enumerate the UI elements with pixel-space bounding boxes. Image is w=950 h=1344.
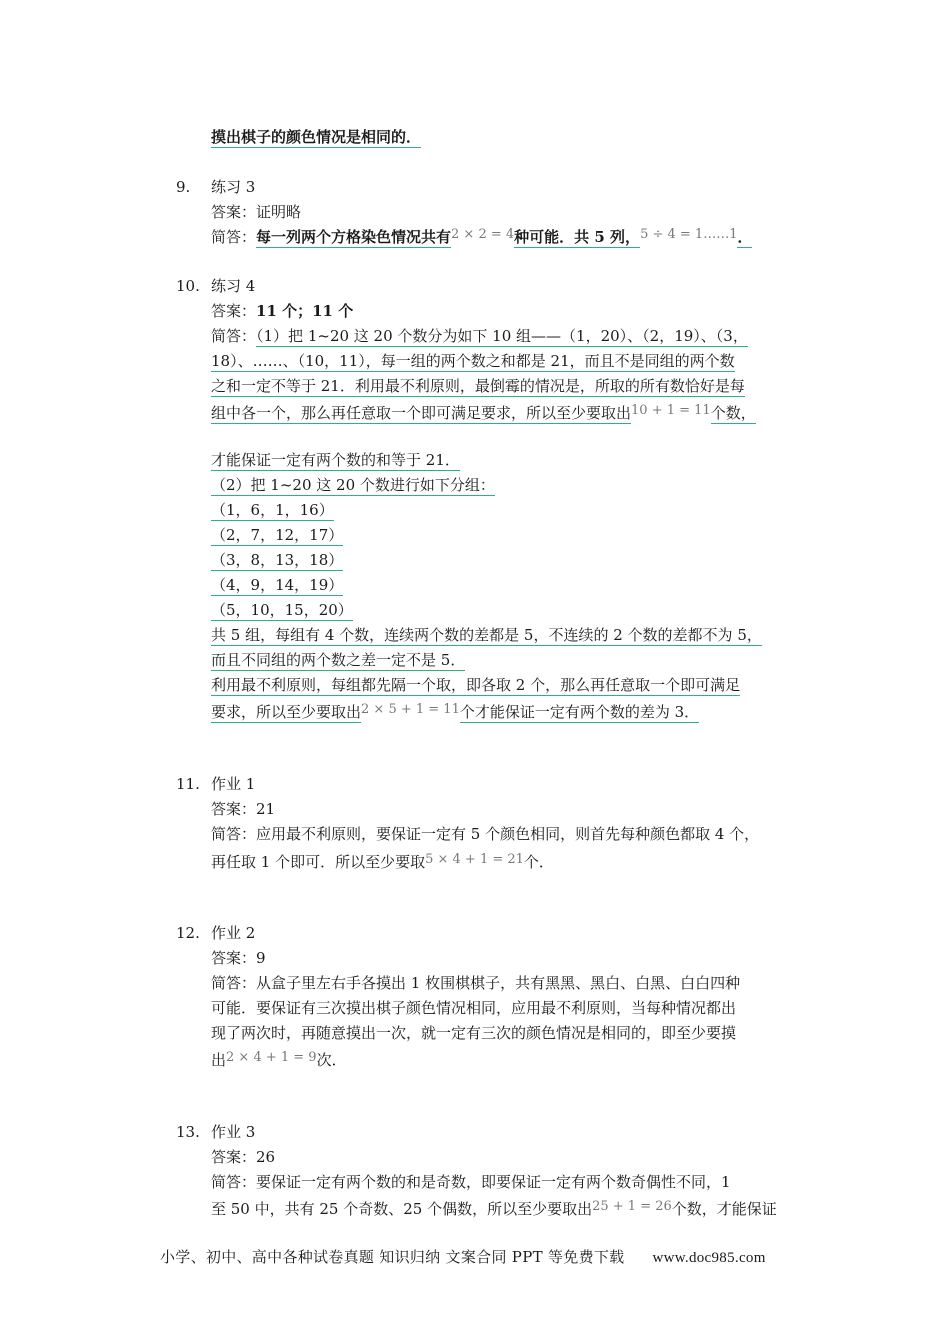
q10-line-3-text: 之和一定不等于 21．利用最不利原则，最倒霉的情况是，所取的所有数恰好是每 <box>211 377 745 395</box>
q10-group <box>211 575 343 595</box>
q10-group-text: （3，8，13，18） <box>211 551 344 569</box>
q10-line-1 <box>211 326 748 346</box>
q10-line-10-a: 要求，所以至少要取出 <box>211 703 362 721</box>
q9-brief-c: ． <box>737 228 753 246</box>
q10-line-3 <box>211 376 745 396</box>
q13-number: 13. <box>176 1123 200 1141</box>
q10-line-9 <box>211 675 740 695</box>
q13-answer: 答案：26 <box>211 1148 276 1166</box>
q10-line-4 <box>211 403 756 425</box>
q11-number: 11. <box>176 775 200 793</box>
q10-title: 练习 4 <box>211 277 256 295</box>
top-line-text: 摸出棋子的颜色情况是相同的． <box>211 128 422 146</box>
q10-line-5 <box>211 450 460 470</box>
q12-line-3: 现了两次时，再随意摸出一次，就一定有三次的颜色情况是相同的，即至少要摸 <box>211 1024 737 1042</box>
q10-number: 10. <box>176 277 200 295</box>
footer-url[interactable]: www.doc985.com <box>652 1250 766 1266</box>
q13-line-2 <box>211 1199 777 1221</box>
q10-line-7-text: 共 5 组，每组有 4 个数，连续两个数的差都是 5，不连续的 2 个数的差都不为 5， <box>211 626 762 644</box>
q11-line-2 <box>211 852 554 874</box>
q13-line-2-math: 25 + 1 = 26 <box>592 1199 672 1214</box>
q10-line-5-text: 才能保证一定有两个数的和等于 21． <box>211 451 460 469</box>
q10-group-text: （4，9，14，19） <box>211 576 344 594</box>
q12-line-4-a: 出 <box>211 1051 227 1069</box>
q12-line-4 <box>211 1050 347 1072</box>
q11-line-2-math: 5 × 4 + 1 = 21 <box>425 852 524 867</box>
q12-title: 作业 2 <box>211 924 256 942</box>
q10-line-9-text: 利用最不利原则，每组都先隔一个取，即各取 2 个，那么再任意取一个即可满足 <box>211 676 741 694</box>
q11-line-2-a: 再任取 1 个即可．所以至少要取 <box>211 853 426 871</box>
q10-group-text: （2，7，12，17） <box>211 526 344 544</box>
q10-line-10-math: 2 × 5 + 1 = 11 <box>361 702 460 717</box>
q9-title: 练习 3 <box>211 178 256 196</box>
q11-title: 作业 1 <box>211 775 256 793</box>
q12-line-1: 简答：从盒子里左右手各摸出 1 枚围棋棋子，共有黑黑、黑白、白黑、白白四种 <box>211 974 741 992</box>
q12-line-2: 可能．要保证有三次摸出棋子颜色情况相同，应用最不利原则，当每种情况都出 <box>211 999 737 1017</box>
answer-prefix: 答案： <box>211 302 257 320</box>
q10-group-text: （1，6，1，16） <box>211 501 334 519</box>
q10-line-1-text: （1）把 1~20 这 20 个数分为如下 10 组——（1，20）、（2，19）、（3， <box>256 327 748 345</box>
q9-math2: 5 ÷ 4 = 1……1 <box>640 227 738 242</box>
q10-answer-value: 11 个；11 个 <box>256 302 354 320</box>
q9-brief-b: 种可能．共 5 列， <box>514 228 641 246</box>
q10-line-4-end: 个数， <box>710 404 756 422</box>
q10-group <box>211 600 353 620</box>
q10-line-4-math: 10 + 1 = 11 <box>631 403 711 418</box>
q9-math1: 2 × 2 = 4 <box>451 227 515 242</box>
q10-line-6-text: （2）把 1~20 这 20 个数进行如下分组： <box>211 476 495 494</box>
q10-answer <box>211 301 353 321</box>
q11-line-1: 简答：应用最不利原则，要保证一定有 5 个颜色相同，则首先每种颜色都取 4 个， <box>211 825 760 843</box>
page-footer <box>160 1246 766 1267</box>
q13-title: 作业 3 <box>211 1123 256 1141</box>
brief-prefix: 简答： <box>211 327 257 345</box>
q9-brief-a: 每一列两个方格染色情况共有 <box>256 228 452 246</box>
q10-line-2-text: 18）、……、（10，11），每一组的两个数之和都是 21，而且不是同组的两个数 <box>211 352 735 370</box>
q10-line-10 <box>211 702 699 724</box>
top-line <box>211 127 421 147</box>
q10-line-7 <box>211 625 762 645</box>
q12-line-4-math: 2 × 4 + 1 = 9 <box>226 1050 317 1065</box>
q10-line-2 <box>211 351 735 371</box>
q11-line-2-b: 个． <box>523 853 554 871</box>
q9-answer: 答案：证明略 <box>211 203 302 221</box>
q10-line-4-text: 组中各一个，那么再任意取一个即可满足要求，所以至少要取出 <box>211 404 632 422</box>
q13-line-2-b: 个数，才能保证 <box>671 1200 777 1218</box>
q10-line-10-b: 个才能保证一定有两个数的差为 3． <box>459 703 700 721</box>
q10-line-6 <box>211 475 495 495</box>
brief-prefix: 简答： <box>211 228 257 246</box>
q9-brief <box>211 227 752 249</box>
q10-group <box>211 500 334 520</box>
q10-line-8 <box>211 650 465 670</box>
q13-line-1: 简答：要保证一定有两个数的和是奇数，即要保证一定有两个数奇偶性不同，1 <box>211 1173 731 1191</box>
q9-number: 9. <box>176 178 191 196</box>
q10-group-text: （5，10，15，20） <box>211 601 353 619</box>
q12-answer: 答案：9 <box>211 949 266 967</box>
q12-number: 12. <box>176 924 200 942</box>
q10-group <box>211 550 343 570</box>
q10-line-8-text: 而且不同组的两个数之差一定不是 5． <box>211 651 466 669</box>
q13-line-2-a: 至 50 中，共有 25 个奇数、25 个偶数，所以至少要取出 <box>211 1200 593 1218</box>
footer-text: 小学、初中、高中各种试卷真题 知识归纳 文案合同 PPT 等免费下载 <box>160 1248 625 1266</box>
q10-group <box>211 525 343 545</box>
q12-line-4-b: 次． <box>316 1051 347 1069</box>
q11-answer: 答案：21 <box>211 800 276 818</box>
